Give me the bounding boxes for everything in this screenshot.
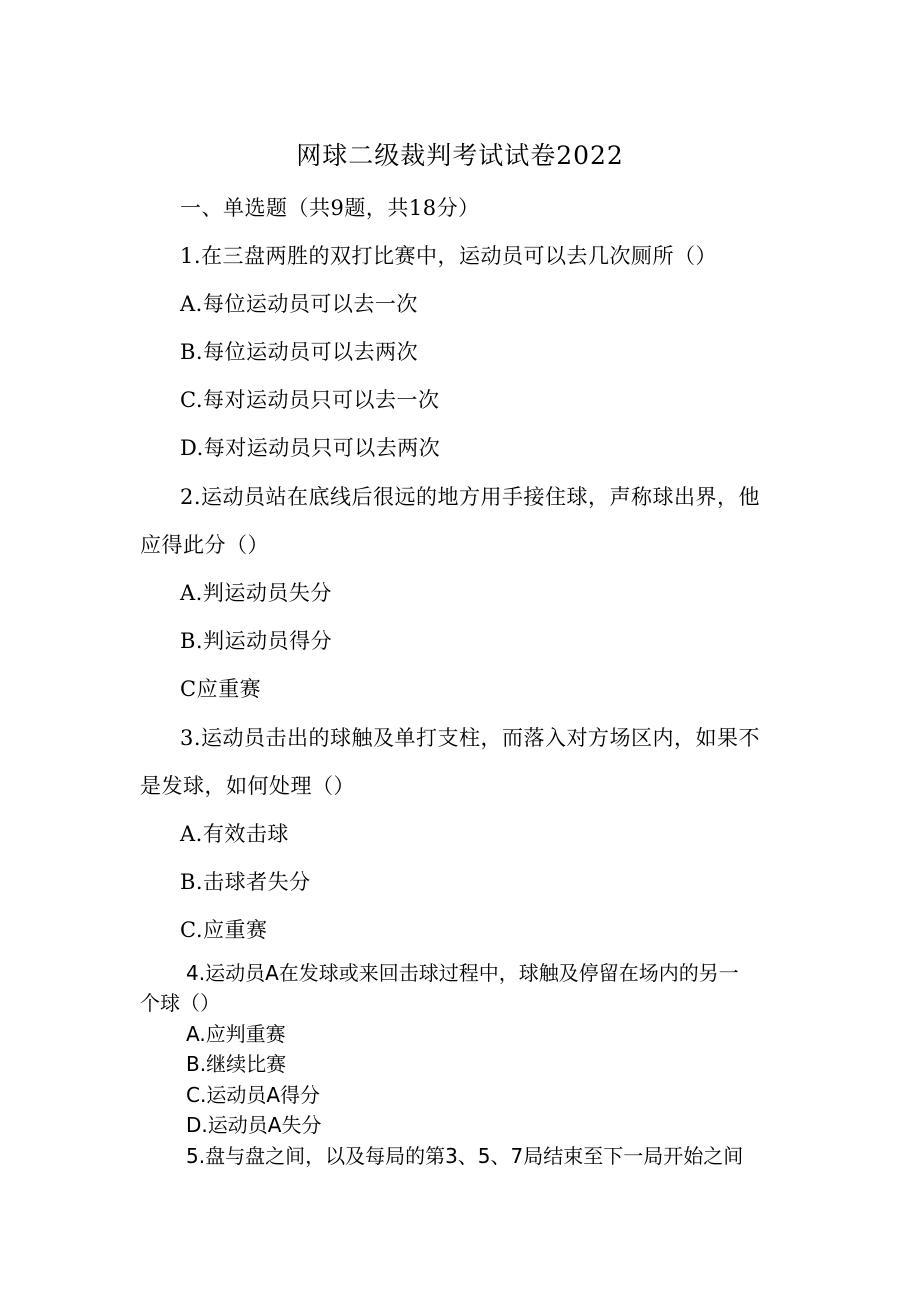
question-4-option-c: C.运动员A得分 [186, 1083, 321, 1107]
question-3-option-b: B.击球者失分 [180, 870, 311, 894]
question-3-stem-line2: 是发球，如何处理（） [140, 774, 355, 798]
question-4-option-a: A.应判重赛 [186, 1022, 286, 1046]
question-4-stem-line1: 4.运动员A在发球或来回击球过程中，球触及停留在场内的另一 [186, 961, 739, 985]
question-3-option-a: A.有效击球 [180, 822, 289, 846]
question-1-stem: 1.在三盘两胜的双打比赛中，运动员可以去几次厕所（） [180, 244, 718, 268]
question-3-option-c: C.应重赛 [180, 918, 268, 942]
question-5-stem-line1: 5.盘与盘之间，以及每局的第3、5、7局结束至下一局开始之间 [186, 1144, 744, 1168]
question-3-stem-line1: 3.运动员击出的球触及单打支柱，而落入对方场区内，如果不 [180, 726, 761, 750]
section-heading: 一、单选题（共9题，共18分） [180, 196, 480, 220]
question-1-option-c: C.每对运动员只可以去一次 [180, 388, 440, 412]
question-2-stem-line2: 应得此分（） [140, 533, 269, 557]
question-1-option-a: A.每位运动员可以去一次 [180, 292, 418, 316]
question-2-option-b: B.判运动员得分 [180, 629, 333, 653]
document-title: 网球二级裁判考试试卷2022 [296, 141, 624, 170]
question-1-option-d: D.每对运动员只可以去两次 [180, 436, 441, 460]
question-4-stem-line2: 个球（） [140, 991, 220, 1015]
question-2-option-c: C应重赛 [180, 677, 262, 701]
question-4-option-b: B.继续比赛 [186, 1052, 287, 1076]
question-2-stem-line1: 2.运动员站在底线后很远的地方用手接住球，声称球出界，他 [180, 485, 761, 509]
question-2-option-a: A.判运动员失分 [180, 581, 332, 605]
question-1-option-b: B.每位运动员可以去两次 [180, 340, 419, 364]
question-4-option-d: D.运动员A失分 [186, 1113, 322, 1137]
